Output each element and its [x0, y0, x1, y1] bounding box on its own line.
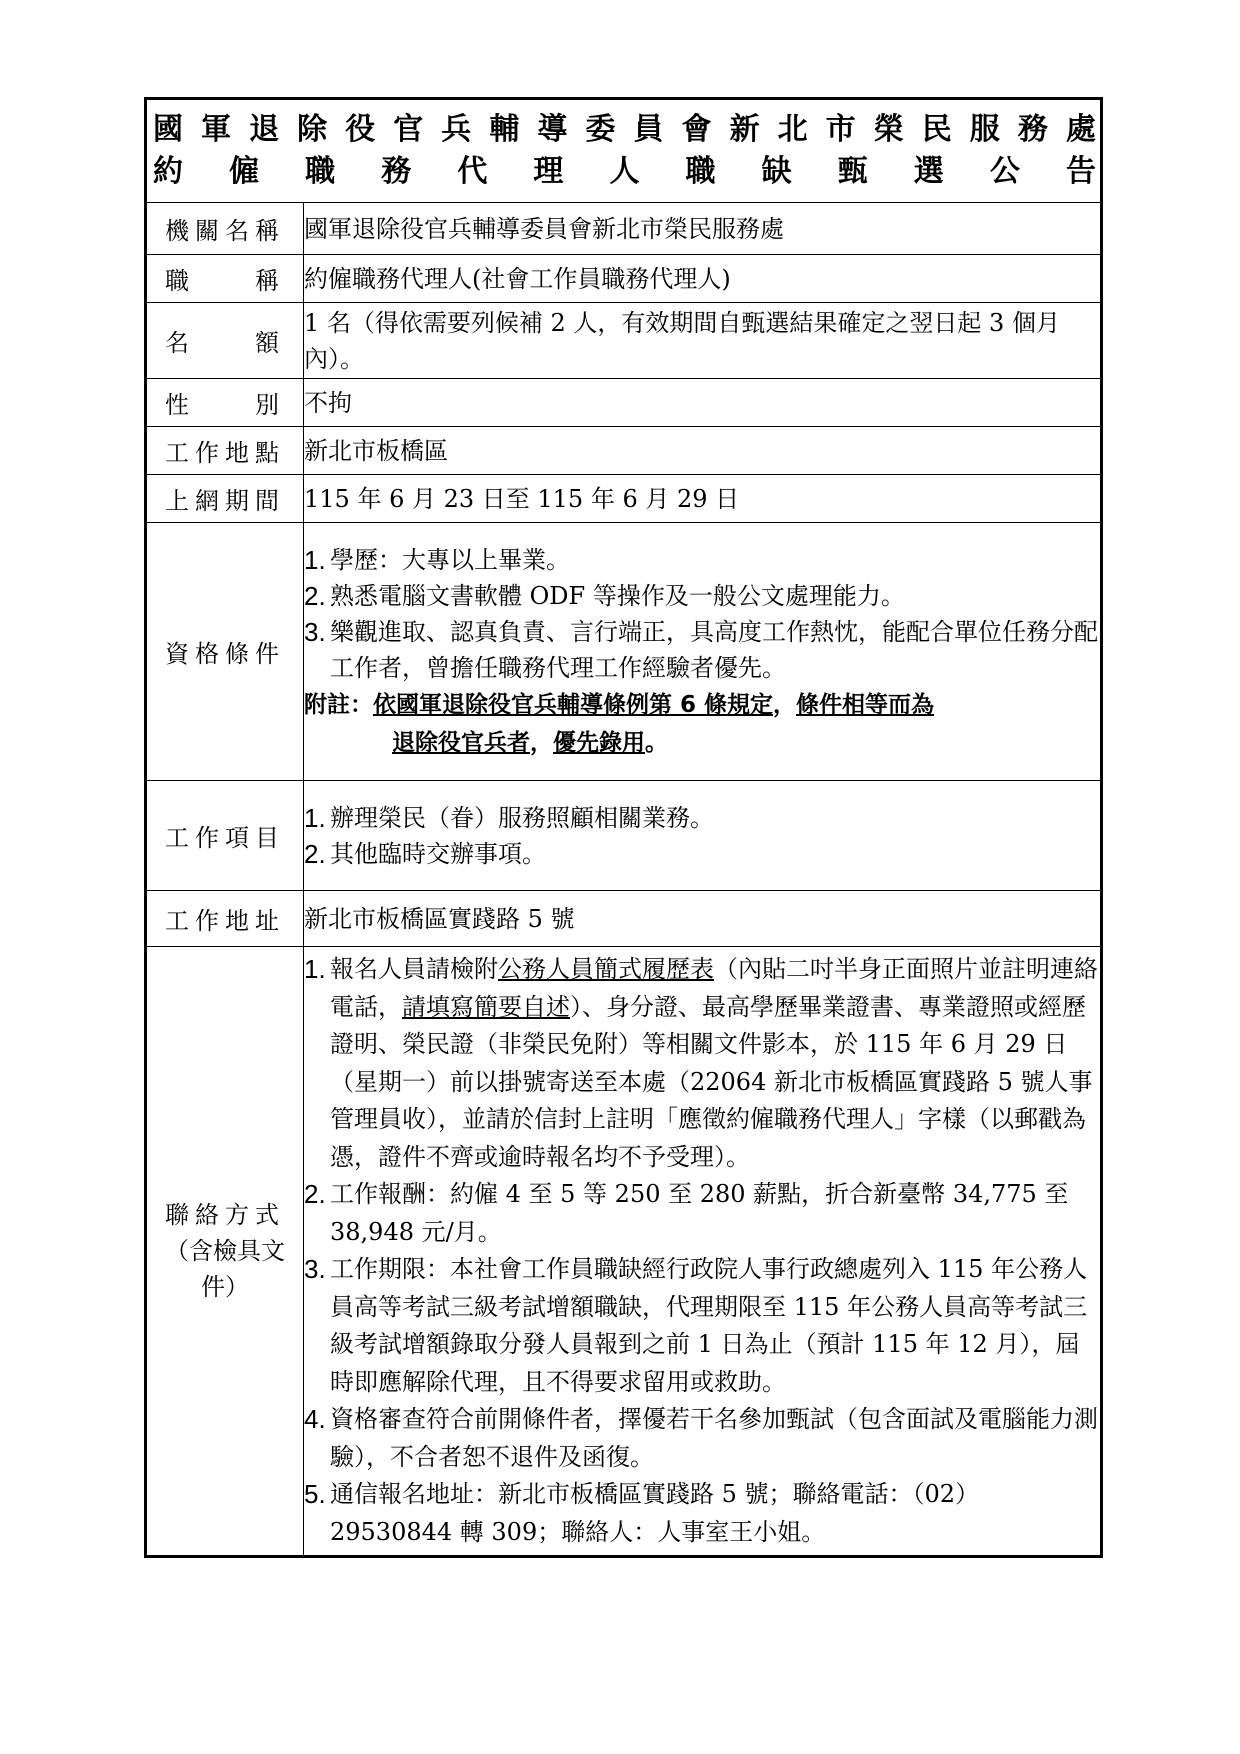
row-duties	[146, 781, 1102, 891]
item-text: ）、身分證、最高學歷畢業證書、專業證照或經歷證明、榮民證（非榮民免附）等相關文件影本，於 115 年 6 月 29 日（星期一）前以掛號寄送至本處（22064 新北市板橋區實踐路 5 號人事管理員收），並請於信封上註明「應徵約僱職務代理人」字樣（以郵戳為憑，證件不齊或逾時報名均不予受理）。	[330, 992, 1093, 1171]
label-duties: 工作項目	[146, 781, 304, 891]
list-item	[304, 1476, 1100, 1551]
item-index: 5.	[304, 1479, 326, 1509]
qualification-note	[304, 686, 1100, 762]
note-part-1: 依國軍退除役官兵輔導條例第 6 條規定	[373, 691, 774, 718]
item-index: 1.	[304, 544, 326, 575]
note-part-3: 退除役官兵者	[392, 729, 530, 756]
title-char: 軍	[201, 112, 232, 147]
title-line-2	[147, 151, 1100, 193]
resume-form-link: 公務人員簡式履歷表	[498, 955, 714, 983]
list-item	[304, 1251, 1100, 1401]
title-char: 公	[989, 154, 1020, 189]
title-char: 北	[777, 112, 808, 147]
title-line-1	[147, 109, 1100, 151]
value-duties	[304, 781, 1102, 891]
title-char: 理	[533, 154, 564, 189]
title-char: 導	[537, 112, 568, 147]
title-char: 榮	[873, 112, 904, 147]
title-char: 委	[585, 112, 616, 147]
label-gender: 性 別	[146, 379, 304, 427]
list-item	[304, 951, 1100, 1176]
value-address: 新北市板橋區實踐路 5 號	[304, 891, 1102, 947]
value-gender: 不拘	[304, 379, 1102, 427]
value-qualifications	[304, 523, 1102, 781]
title-char: 除	[297, 112, 328, 147]
title-char: 兵	[441, 112, 472, 147]
item-text: 學歷：大專以上畢業。	[330, 545, 570, 574]
label-contact-main: 聯絡方式	[165, 1201, 285, 1229]
note-sep-1: ，	[773, 691, 797, 718]
list-item	[304, 578, 1100, 614]
label-contact-sub: （含檢具文件）	[165, 1237, 285, 1301]
title-char: 服	[969, 112, 1000, 147]
item-index: 1.	[304, 802, 326, 833]
item-index: 3.	[304, 616, 326, 647]
label-qualifications: 資格條件	[146, 523, 304, 781]
label-position: 職 稱	[146, 255, 304, 303]
label-contact	[146, 947, 304, 1557]
title-char: 告	[1065, 154, 1096, 189]
announcement-table	[144, 97, 1103, 1558]
title-char: 僱	[229, 154, 260, 189]
note-part-4: 優先錄用	[553, 729, 645, 756]
title-char: 代	[457, 154, 488, 189]
title-char: 缺	[761, 154, 792, 189]
note-end: 。	[645, 729, 668, 756]
title-char: 人	[609, 154, 640, 189]
note-part-2: 條件相等而為	[796, 691, 935, 718]
list-item	[304, 542, 1100, 578]
title-char: 輔	[489, 112, 520, 147]
title-char: 務	[381, 154, 412, 189]
row-contact	[146, 947, 1102, 1557]
item-text: 工作報酬：約僱 4 至 5 等 250 至 280 薪點，折合新臺幣 34,775 至 38,948 元/月。	[330, 1180, 1069, 1246]
note-second-line	[304, 724, 1100, 762]
title-char: 職	[305, 154, 336, 189]
item-text: 通信報名地址：新北市板橋區實踐路 5 號；聯絡電話：（02）29530844 轉 309；聯絡人：人事室王小姐。	[330, 1480, 980, 1546]
title-char: 職	[685, 154, 716, 189]
list-item	[304, 836, 1100, 872]
list-item	[304, 800, 1100, 836]
title-char: 處	[1065, 112, 1096, 147]
note-prefix: 附註：	[304, 691, 373, 718]
duty-list	[304, 800, 1100, 872]
title-char: 民	[921, 112, 952, 147]
label-agency: 機關名稱	[146, 203, 304, 255]
item-text: 辦理榮民（眷）服務照顧相關業務。	[330, 803, 714, 832]
value-quota: 1 名（得依需要列候補 2 人，有效期間自甄選結果確定之翌日起 3 個月內）。	[304, 303, 1102, 379]
item-index: 1.	[304, 954, 326, 984]
row-gender	[146, 379, 1102, 427]
contact-list	[304, 951, 1100, 1551]
title-char: 約	[153, 154, 183, 189]
item-text: 樂觀進取、認真負責、言行端正，具高度工作熱忱，能配合單位任務分配工作者，曾擔任職務代理工作經驗者優先。	[330, 617, 1098, 682]
title-char: 會	[681, 112, 712, 147]
note-sep-2: ，	[530, 729, 553, 756]
item-text: 資格審查符合前開條件者，擇優若干名參加甄試（包含面試及電腦能力測驗），不合者恕不退件及函復。	[330, 1405, 1098, 1471]
title-char: 市	[825, 112, 856, 147]
label-location: 工作地點	[146, 427, 304, 475]
list-item	[304, 1401, 1100, 1476]
value-posting: 115 年 6 月 23 日至 115 年 6 月 29 日	[304, 475, 1102, 523]
row-qualifications	[146, 523, 1102, 781]
title-char: 官	[393, 112, 424, 147]
qualification-list	[304, 542, 1100, 686]
item-index: 3.	[304, 1254, 326, 1284]
title-char: 甄	[837, 154, 868, 189]
label-quota: 名 額	[146, 303, 304, 379]
list-item	[304, 1176, 1100, 1251]
row-agency	[146, 203, 1102, 255]
row-address	[146, 891, 1102, 947]
item-text: 報名人員請檢附	[330, 955, 498, 983]
value-position: 約僱職務代理人(社會工作員職務代理人)	[304, 255, 1102, 303]
item-index: 2.	[304, 580, 326, 611]
announcement-sheet	[144, 97, 1100, 1558]
row-location	[146, 427, 1102, 475]
value-contact	[304, 947, 1102, 1557]
title-char: 退	[249, 112, 280, 147]
item-index: 2.	[304, 838, 326, 869]
value-agency: 國軍退除役官兵輔導委員會新北市榮民服務處	[304, 203, 1102, 255]
self-statement-note: 請填寫簡要自述	[402, 992, 570, 1021]
row-position	[146, 255, 1102, 303]
label-posting: 上網期間	[146, 475, 304, 523]
title-row	[146, 99, 1102, 203]
title-char: 務	[1017, 112, 1048, 147]
row-posting	[146, 475, 1102, 523]
item-text: 工作期限：本社會工作員職缺經行政院人事行政總處列入 115 年公務人員高等考試三級考試增額職缺，代理期限至 115 年公務人員高等考試三級考試增額錄取分發人員報到之前 1 日為止（預計 115 年 12 月），屆時即應解除代理，且不得要求留用或救助。	[330, 1255, 1088, 1396]
title-char: 選	[913, 154, 944, 189]
announcement-title	[146, 99, 1102, 203]
item-text: 其他臨時交辦事項。	[330, 839, 546, 868]
title-char: 新	[729, 112, 760, 147]
row-quota	[146, 303, 1102, 379]
item-text: （內貼二吋半身正面照片並註明連絡電話，	[330, 955, 1098, 1021]
item-text: 熟悉電腦文書軟體 ODF 等操作及一般公文處理能力。	[330, 581, 905, 610]
list-item	[304, 614, 1100, 686]
title-char: 役	[345, 112, 376, 147]
item-index: 2.	[304, 1179, 326, 1209]
value-location: 新北市板橋區	[304, 427, 1102, 475]
title-char: 員	[633, 112, 664, 147]
item-index: 4.	[304, 1404, 326, 1434]
label-address: 工作地址	[146, 891, 304, 947]
title-char: 國	[153, 112, 183, 147]
